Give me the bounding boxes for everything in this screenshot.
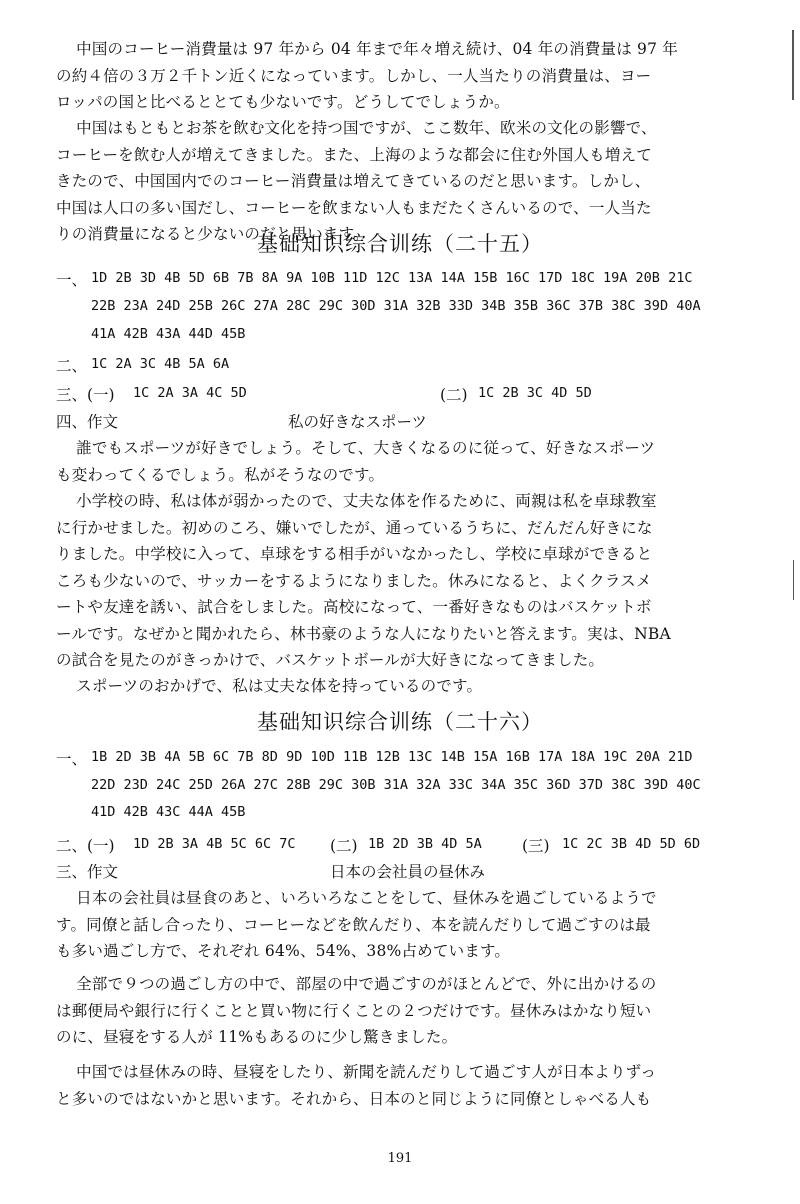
s26-part2-label-b: (二) — [330, 837, 358, 855]
section-heading-26: 基础知识综合训练（二十六） — [257, 710, 543, 734]
s25-part3-label: 三、(一) — [56, 386, 115, 404]
s25-part4-label: 四、作文 — [56, 413, 119, 431]
s25-essay-paragraph-3: スポーツのおかげで、私は丈夫な体を持っているのです。 — [76, 677, 483, 695]
s26-part1-label: 一、 — [56, 750, 88, 768]
s25-part1-line-1: 1D 2B 3D 4B 5D 6B 7B 8A 9A 10B 11D 12C 13A 14A 15B 16C 17D 18C 19A 20B 21C — [91, 270, 693, 286]
s26-part2-answers-b: 1B 2D 3B 4D 5A — [368, 836, 482, 852]
page-number: 191 — [387, 1151, 413, 1166]
s26-essay-title: 日本の会社員の昼休み — [330, 863, 486, 881]
s25-essay-paragraph-1: 誰でもスポーツが好きでしょう。そして、大きくなるのに従って、好きなスポーツ も変わってくるでしょう。私がそうなのです。 — [56, 439, 656, 484]
scan-edge-mark — [793, 560, 794, 600]
section-heading-25: 基础知识综合训练（二十五） — [257, 232, 543, 256]
passage-paragraph-2: 中国はもともとお茶を飲む文化を持つ国ですが、ここ数年、欧米の文化の影響で、 コーヒーを飲む人が増えてきました。また、上海のような都会に住む外国人も増えて きたので、中国国内でのコーヒー消費量は増えてきているのだと思います。しかし、 中国は人口の多い国だし、コーヒーを飲まない人もまだたくさんいるので、一人当た りの消費量になると少ないのだと思います。 — [56, 119, 657, 243]
scan-edge-mark — [792, 30, 794, 100]
s26-essay-paragraph-3: 中国では昼休みの時、昼寝をしたり、新聞を読んだりして過ごす人が日本よりずっ と多いのではないかと思います。それから、日本のと同じように同僚としゃべる人も — [56, 1063, 657, 1108]
s26-part2-label-c: (三) — [522, 837, 550, 855]
s26-essay-paragraph-2: 全部で９つの過ごし方の中で、部屋の中で過ごすのがほとんどで、外に出かけるの は郵便局や銀行に行くことと買い物に行くことの２つだけです。昼休みはかなり短い のに、昼寝をする人が 11%もあるのに少し驚きました。 — [56, 975, 657, 1046]
s25-part1-line-3: 41A 42B 43A 44D 45B — [91, 326, 246, 342]
s26-essay-paragraph-1: 日本の会社員は昼食のあと、いろいろなことをして、昼休みを過ごしているようで す。同僚と話し合ったり、コーヒーなどを飲んだり、本を読んだりして過ごすのは最 も多い過ごし方で、それぞれ 64%、54%、38%占めています。 — [56, 889, 657, 960]
s25-part1-label: 一、 — [56, 271, 88, 289]
s25-essay-paragraph-2: 小学校の時、私は体が弱かったので、丈夫な体を作るために、両親は私を卓球教室 に行かせました。初めのころ、嫌いでしたが、通っているうちに、だんだん好きにな りました。中学校に入って、卓球をする相手がいなかったし、学校に卓球ができると ころも少ないので、サッカーをするようになりました。休みになると、よくクラスメ ートや友達を誘い、試合をしました。高校になって、一番好きなものはバスケットボ ールです。なぜかと聞かれたら、林书豪のような人になりたいと答えます。実は、NBA の試合を見たのがきっかけで、バスケットボールが大好きになってきました。 — [56, 492, 671, 669]
s26-part1-line-3: 41D 42B 43C 44A 45B — [91, 804, 246, 820]
s25-part1-line-2: 22B 23A 24D 25B 26C 27A 28C 29C 30D 31A 32B 33D 34B 35B 36C 37B 38C 39D 40A — [91, 298, 701, 314]
s26-part2-label: 二、(一) — [56, 837, 115, 855]
s25-part2-answers: 1C 2A 3C 4B 5A 6A — [91, 356, 230, 372]
passage-paragraph-1: 中国のコーヒー消費量は 97 年から 04 年まで年々増え続け、04 年の消費量は 97 年 の約４倍の３万２千トン近くになっています。しかし、一人当たりの消費量は、ヨー ロッパの国と比べるととても少ないです。どうしてでしょうか。 — [56, 40, 678, 111]
s26-part1-line-2: 22D 23D 24C 25D 26A 27C 28B 29C 30B 31A 32A 33C 34A 35C 36D 37D 38C 39D 40C — [91, 777, 701, 793]
s25-part3-label-b: (二) — [440, 386, 468, 404]
s26-part1-line-1: 1B 2D 3B 4A 5B 6C 7B 8D 9D 10D 11B 12B 13C 14B 15A 16B 17A 18A 19C 20A 21D — [91, 749, 693, 765]
s25-part2-label: 二、 — [56, 357, 88, 375]
s26-part2-answers-c: 1C 2C 3B 4D 5D 6D — [562, 836, 701, 852]
s26-part3-label: 三、作文 — [56, 863, 119, 881]
s25-essay-title: 私の好きなスポーツ — [288, 413, 427, 431]
s25-part3-answers-b: 1C 2B 3C 4D 5D — [478, 385, 592, 401]
s26-part2-answers-a: 1D 2B 3A 4B 5C 6C 7C — [133, 836, 296, 852]
s25-part3-answers-a: 1C 2A 3A 4C 5D — [133, 385, 247, 401]
